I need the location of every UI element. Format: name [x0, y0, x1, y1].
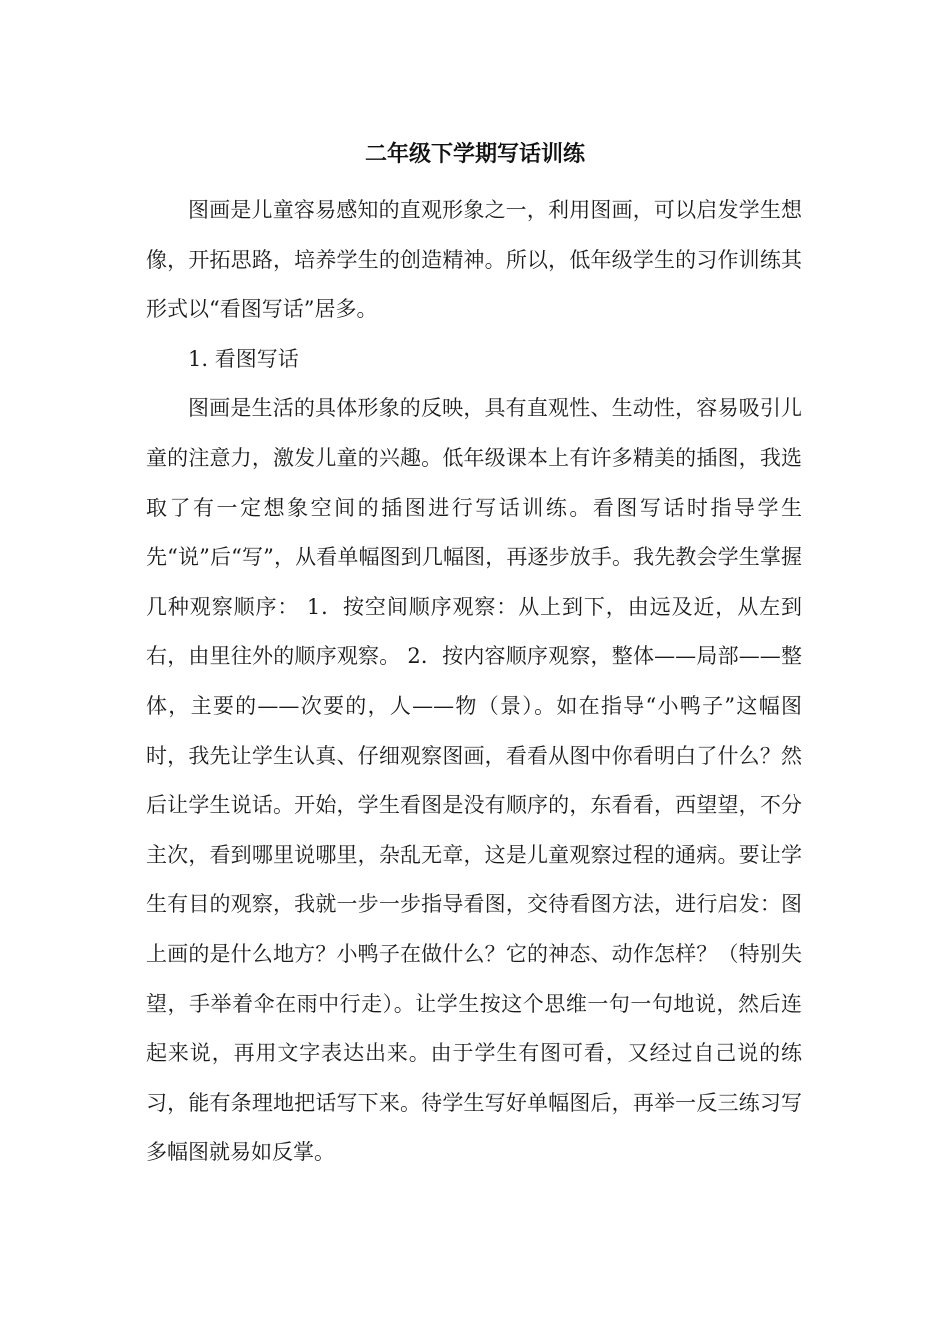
document-body: [146, 186, 802, 1178]
intro-paragraph: 图画是儿童容易感知的直观形象之一，利用图画，可以启发学生想像，开拓思路，培养学生的创造精神。所以，低年级学生的习作训练其形式以“看图写话”居多。: [146, 198, 802, 322]
document-title: 二年级下学期写话训练: [364, 141, 585, 167]
section-heading: 1. 看图写话: [188, 346, 299, 371]
body-paragraph: 图画是生活的具体形象的反映，具有直观性、生动性，容易吸引儿童的注意力，激发儿童的兴趣。低年级课本上有许多精美的插图，我选取了有一定想象空间的插图进行写话训练。看图写话时指导学生先“说”后“写”，从看单幅图到几幅图，再逐步放手。我先教会学生掌握几种观察顺序： 1．按空间顺序观察：从上到下，由远及近，从左到右，由里往外的顺序观察。 2．按内容顺序观察，整体——局部——整体，主要的——次要的，人——物（景）。如在指导“小鸭子”这幅图时，我先让学生认真、仔细观察图画，看看从图中你看明白了什么？然后让学生说话。开始，学生看图是没有顺序的，东看看，西望望，不分主次，看到哪里说哪里，杂乱无章，这是儿童观察过程的通病。要让学生有目的观察，我就一步一步指导看图，交待看图方法，进行启发：图上画的是什么地方？小鸭子在做什么？它的神态、动作怎样？（特别失望，手举着伞在雨中行走）。让学生按这个思维一句一句地说，然后连起来说，再用文字表达出来。由于学生有图可看，又经过自己说的练习，能有条理地把话写下来。待学生写好单幅图后，再举一反三练习写多幅图就易如反掌。: [146, 396, 802, 1165]
